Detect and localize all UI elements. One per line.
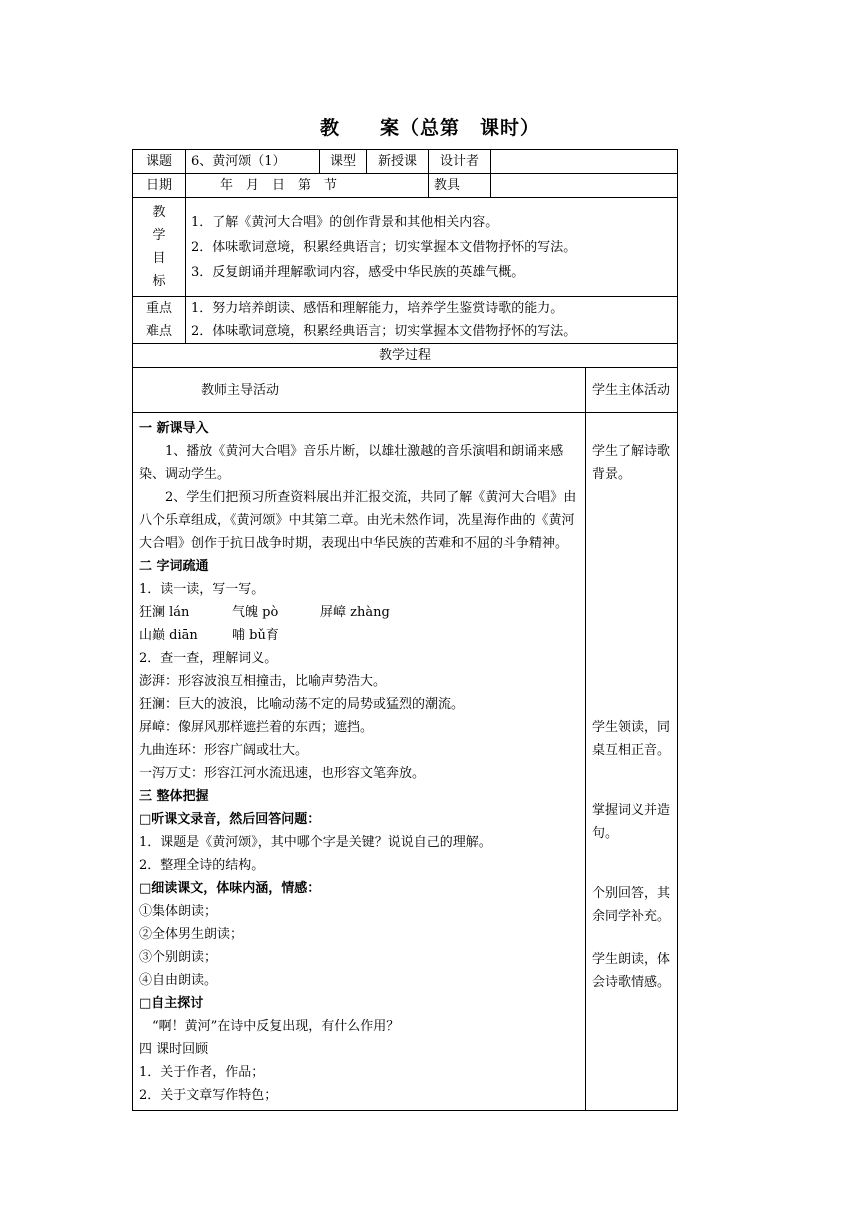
subsection-heading: □听课文录音，然后回答问题： — [139, 812, 321, 827]
teacher-activity-content — [133, 413, 586, 1111]
text-line: 2．整理全诗的结构。 — [139, 858, 265, 873]
definition-line: 九曲连环：形容广阔或壮大。 — [139, 743, 309, 758]
vocab-word: 屏嶂 zhàng — [320, 605, 390, 620]
paragraph: 1、播放《黄河大合唱》音乐片断，以雄壮激越的音乐演唱和朗诵来感染、调动学生。 — [139, 444, 564, 482]
student-activity-content — [586, 413, 678, 1111]
goal-item: 3．反复朗诵并理解歌词内容，感受中华民族的英雄气概。 — [191, 264, 525, 280]
activity-body-row — [133, 413, 678, 1111]
keypoint-item: 1．努力培养朗读、感悟和理解能力，培养学生鉴赏诗歌的能力。 — [191, 301, 564, 316]
process-row — [133, 344, 678, 368]
topic-value: 6、黄河颂（1） — [186, 150, 320, 174]
lesson-plan-table — [132, 149, 678, 1111]
keypoints-label: 重点 难点 — [133, 297, 186, 344]
teacher-activity-header: 教师主导活动 — [133, 368, 586, 413]
teaching-aids-value — [491, 174, 678, 198]
text-line: 1．读一读，写一写。 — [139, 582, 265, 597]
text-line: 2．查一查，理解词义。 — [139, 651, 278, 666]
page-title: 教 案（总第 课时） — [319, 117, 540, 139]
lesson-type-value: 新授课 — [367, 150, 429, 174]
text-line: “啊！黄河”在诗中反复出现，有什么作用？ — [152, 1019, 400, 1034]
goals-row — [133, 198, 678, 297]
keypoints-content — [186, 297, 678, 344]
paragraph: 2、学生们把预习所查资料展出并汇报交流，共同了解《黄河大合唱》由八个乐章组成，《黄河颂》中其第二章。由光未然作词，冼星海作曲的《黄河大合唱》创作于抗日战争时期，表现出中华民族的苦难和不屈的斗争精神。 — [139, 490, 577, 551]
topic-label: 课题 — [133, 150, 186, 174]
process-label: 教学过程 — [133, 344, 678, 368]
text-line: ④自由朗读。 — [139, 973, 218, 988]
date-row — [133, 174, 678, 198]
subsection-heading: □细读课文，体味内涵，情感： — [139, 881, 321, 896]
section-heading: 四 课时回顾 — [139, 1042, 209, 1057]
vocab-word: 哺 bǔ育 — [232, 628, 279, 643]
text-line: ①集体朗读； — [139, 904, 218, 919]
text-line: ②全体男生朗读； — [139, 927, 244, 942]
student-activity-header: 学生主体活动 — [586, 368, 678, 413]
text-line: 2．关于文章写作特色； — [139, 1088, 278, 1103]
date-label: 日期 — [133, 174, 186, 198]
vocab-line — [139, 624, 579, 647]
activity-header-row — [133, 368, 678, 413]
keypoint-item: 2．体味歌词意境，积累经典语言；切实掌握本文借物抒怀的写法。 — [191, 324, 577, 339]
section-heading: 三 整体把握 — [139, 789, 209, 804]
goals-label: 教 学 目 标 — [133, 198, 186, 297]
definition-line: 澎湃：形容波浪互相撞击，比喻声势浩大。 — [139, 674, 387, 689]
goal-item: 1．了解《黄河大合唱》的创作背景和其他相关内容。 — [191, 214, 499, 230]
goal-item: 2．体味歌词意境，积累经典语言；切实掌握本文借物抒怀的写法。 — [191, 239, 577, 255]
topic-row — [133, 150, 678, 174]
vocab-line — [139, 601, 579, 624]
date-value: 年 月 日 第 节 — [186, 174, 429, 198]
section-heading: 一 新课导入 — [139, 421, 209, 436]
subsection-heading: □自主探讨 — [139, 996, 204, 1011]
definition-line: 一泻万丈：形容江河水流迅速，也形容文笔奔放。 — [139, 766, 426, 781]
lesson-type-label: 课型 — [320, 150, 367, 174]
designer-label: 设计者 — [429, 150, 491, 174]
definition-line: 屏嶂：像屏风那样遮拦着的东西；遮挡。 — [139, 720, 374, 735]
text-line: ③个别朗读； — [139, 950, 218, 965]
section-heading: 二 字词疏通 — [139, 559, 209, 574]
text-line: 1．关于作者，作品； — [139, 1065, 265, 1080]
student-note: 学生朗读，体会诗歌情感。 — [592, 952, 671, 990]
goals-content — [186, 198, 678, 297]
student-note: 个别回答，其余同学补充。 — [592, 886, 671, 924]
student-note: 掌握词义并造句。 — [592, 803, 671, 841]
vocab-word: 山巅 diān — [139, 628, 198, 643]
vocab-word: 气魄 pò — [232, 605, 279, 620]
definition-line: 狂澜：巨大的波浪，比喻动荡不定的局势或猛烈的潮流。 — [139, 697, 465, 712]
text-line: 1．课题是《黄河颂》，其中哪个字是关键？说说自己的理解。 — [139, 835, 492, 850]
keypoints-row — [133, 297, 678, 344]
vocab-word: 狂澜 lán — [139, 605, 190, 620]
student-note: 学生领读，同桌互相正音。 — [592, 720, 671, 758]
student-note: 学生了解诗歌背景。 — [592, 444, 671, 482]
designer-value — [491, 150, 678, 174]
teaching-aids-label: 教具 — [429, 174, 491, 198]
